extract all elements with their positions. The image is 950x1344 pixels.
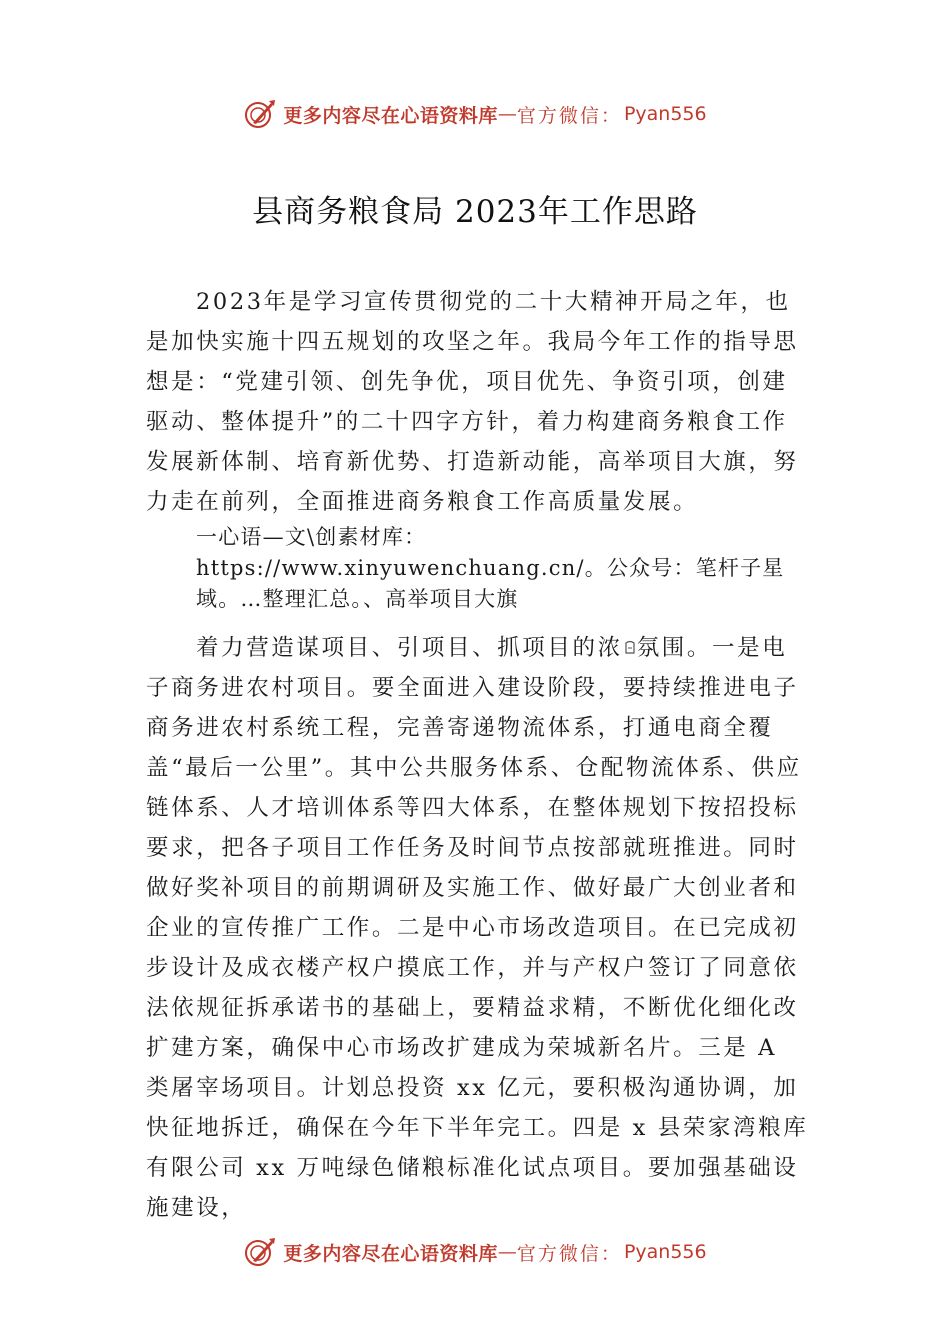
quill-seal-icon xyxy=(243,1235,277,1269)
banner-brand-text: 更多内容尽在心语资料库 xyxy=(283,104,498,127)
banner-dash: — xyxy=(497,103,517,125)
garbled-glyph-icon xyxy=(623,639,637,657)
banner-official-label: 官方微信： xyxy=(516,1242,622,1265)
paragraph-projects xyxy=(146,628,810,1228)
banner-official-label: 官方微信： xyxy=(516,104,622,127)
paragraph-projects-part2: 氛围。一是电子商务进农村项目。要全面进入建设阶段，要持续推进电子商务进农村系统工程，完善寄递物流体系，打通电商全覆盖“最后一公里”。其中公共服务体系、仓配物流体系、供应链体系、人才培训体系等四大体系，在整体规划下按招投标要求，把各子项目工作任务及时间节点按部就班推进。同时做好奖补项目的前期调研及实施工作、做好最广大创业者和企业的宣传推广工作。二是中心市场改造项目。在已完成初步设计及成衣楼产权户摸底工作，并与产权户签订了同意依法依规征拆承诺书的基础上，要精益求精，不断优化细化改扩建方案，确保中心市场改扩建成为荣城新名片。三是 A 类屠宰场项目。计划总投资 xx 亿元，要积极沟通协调，加快征地拆迁，确保在今年下半年完工。四是 x 县荣家湾粮库有限公司 xx 万吨绿色储粮标准化试点项目。要加强基础设施建设， xyxy=(146,635,809,1221)
banner-brand-text: 更多内容尽在心语资料库 xyxy=(283,1242,498,1265)
banner-wechat-id: Pyan556 xyxy=(623,103,707,125)
footer-banner xyxy=(0,1232,950,1272)
document-title: 县商务粮食局 2023年工作思路 xyxy=(252,194,698,230)
paragraph-intro: 2023年是学习宣传贯彻党的二十大精神开局之年，也是加快实施十四五规划的攻坚之年。我局今年工作的指导思想是：“党建引领、创先争优，项目优先、争资引项，创建驱动、整体提升”的二十四字方针，着力构建商务粮食工作发展新体制、培育新优势、打造新动能，高举项目大旗，努力走在前列，全面推进商务粮食工作高质量发展。 xyxy=(146,289,799,515)
paragraph-source-note: 一心语—文\创素材库：https://www.xinyuwenchuang.cn/。公众号：笔杆子星域。…整理汇总。、高举项目大旗 xyxy=(196,525,785,611)
banner-wechat-id: Pyan556 xyxy=(623,1241,707,1263)
paragraph-projects-part1: 着力营造谋项目、引项目、抓项目的浓 xyxy=(196,635,623,661)
header-banner xyxy=(0,94,950,134)
banner-dash: — xyxy=(497,1241,517,1263)
quill-seal-icon xyxy=(243,97,277,131)
